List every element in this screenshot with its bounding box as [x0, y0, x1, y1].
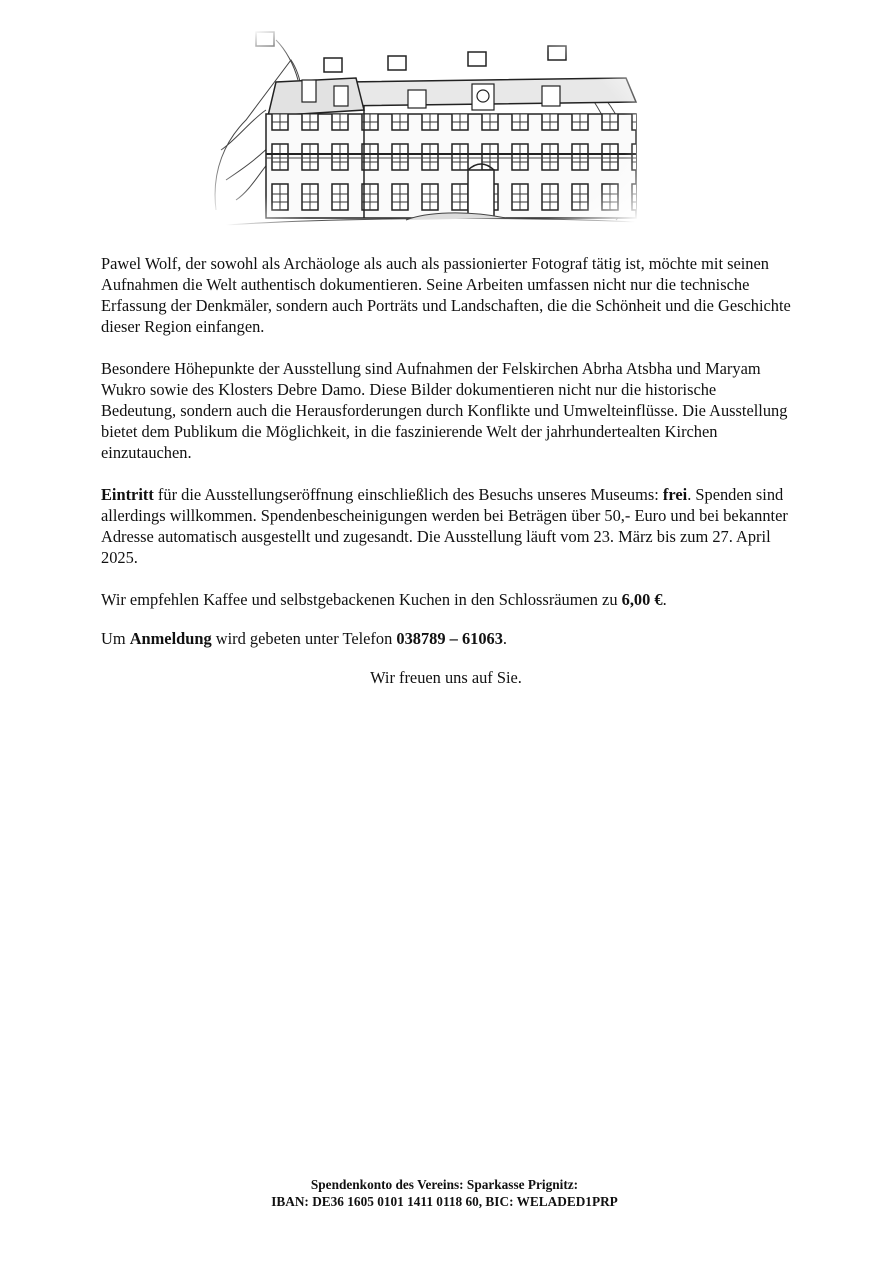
coffee-price: 6,00 € — [621, 590, 663, 609]
castle-illustration — [206, 20, 650, 250]
paragraph-intro: Pawel Wolf, der sowohl als Archäologe als auch als passionierter Fotograf tätig ist, möchte mit seinen Aufnahmen die Welt authentisch dokumentieren. Seine Arbeiten umfassen nicht nur die technische Erfassung der Denkmäler, sondern auch Porträts und Landschaften, die die Schönheit und die Geschichte dieser Region einfangen. — [101, 254, 791, 336]
footer-iban-line: IBAN: DE36 1605 0101 1411 0118 60, BIC: WELADED1PRP — [271, 1194, 618, 1209]
registration-text-b: wird gebeten unter Telefon — [211, 629, 397, 648]
paragraph-highlights: Besondere Höhepunkte der Ausstellung sind Aufnahmen der Felskirchen Abrha Atsbha und Maryam Wukro sowie des Klosters Debre Damo. Diese Bilder dokumentieren nicht nur die historische Bedeutung, sondern auch die Herausforderungen durch Konflikte und Umwelteinflüsse. Die Ausstellung bietet dem Publikum die Möglichkeit, in die faszinierende Welt der jahrhundertealten Kirchen einzutauchen. — [101, 359, 788, 462]
paragraph-coffee — [101, 589, 791, 610]
paragraph-registration — [101, 628, 791, 649]
closing-line: Wir freuen uns auf Sie. — [370, 668, 522, 687]
body-text — [101, 253, 791, 709]
footer-bank-details — [0, 1176, 889, 1210]
registration-phone: 038789 – 61063 — [396, 629, 503, 648]
admission-text-a: für die Ausstellungseröffnung einschließlich des Besuchs unseres Museums: — [153, 485, 663, 504]
footer-account-line: Spendenkonto des Vereins: Sparkasse Prignitz: — [310, 1177, 579, 1192]
admission-free: frei — [662, 485, 688, 504]
registration-label: Anmeldung — [129, 629, 212, 648]
coffee-text: Wir empfehlen Kaffee und selbstgebackenen Kuchen in den Schlossräumen zu — [101, 590, 622, 609]
coffee-end: . — [662, 590, 667, 609]
admission-text-b: . Spenden sind allerdings willkommen. Spendenbescheinigungen werden bei Beträgen über 50,- Euro und bei bekannter Adresse automatisch ausgestellt und zugesandt. Die Ausstellung läuft vom 23. März bis zum 27. April 2025. — [101, 485, 788, 567]
paragraph-admission — [101, 484, 791, 568]
castle-sketch-image — [206, 20, 650, 250]
registration-text-a: Um — [101, 629, 130, 648]
registration-end: . — [502, 629, 508, 648]
admission-label: Eintritt — [101, 485, 154, 504]
